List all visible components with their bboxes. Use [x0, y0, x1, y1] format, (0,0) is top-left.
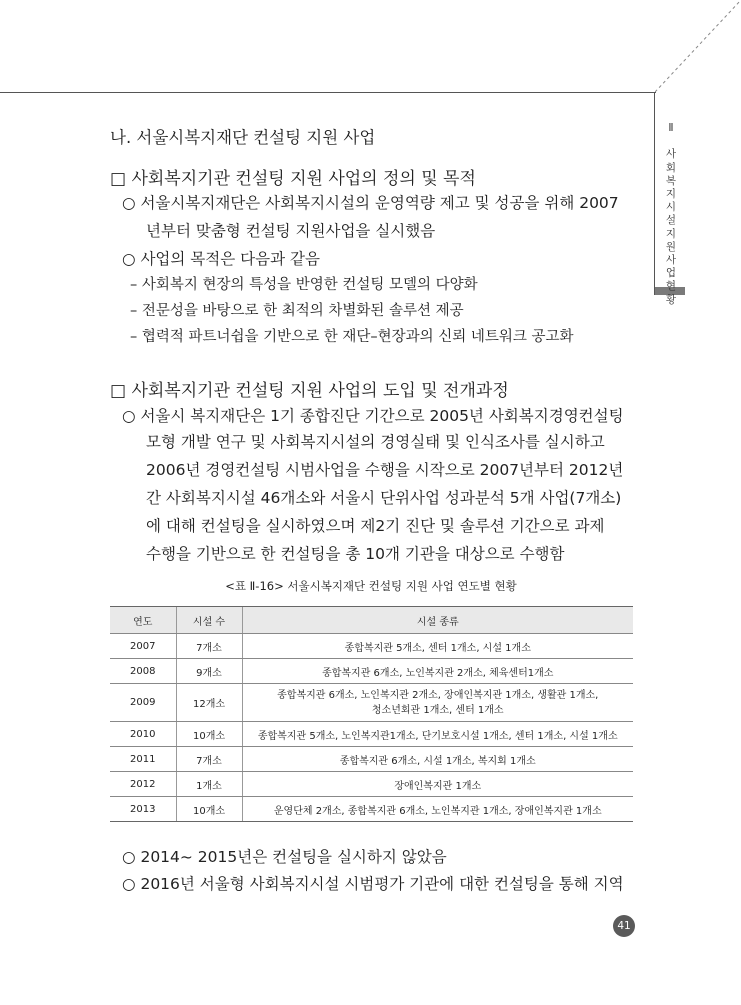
section-title: 나. 서울시복지재단 컨설팅 지원 사업 [110, 128, 376, 147]
cell-count: 9개소 [176, 659, 242, 684]
cell-types: 종합복지관 6개소, 시설 1개소, 복지회 1개소 [242, 747, 633, 772]
table-caption: <표 Ⅱ-16> 서울시복지재단 컨설팅 지원 사업 연도별 현황 [225, 579, 517, 593]
paragraph-line: 간 사회복지시설 46개소와 서울시 단위사업 성과분석 5개 사업(7개소) [146, 489, 622, 507]
bullet-line: ○ 서울시 복지재단은 1기 종합진단 기간으로 2005년 사회복지경영컨설팅 [122, 407, 624, 425]
cell-types: 종합복지관 5개소, 센터 1개소, 시설 1개소 [242, 634, 633, 659]
cell-types: 운영단체 2개소, 종합복지관 6개소, 노인복지관 1개소, 장애인복지관 1개소 [242, 797, 633, 822]
page-number: 41 [613, 915, 635, 937]
consulting-table [110, 606, 633, 822]
cell-count: 1개소 [176, 772, 242, 797]
bullet-line: ○ 2014~ 2015년은 컨설팅을 실시하지 않았음 [122, 848, 447, 866]
table-row [110, 684, 633, 722]
heading-introduction-history: □ 사회복지기관 컨설팅 지원 사업의 도입 및 전개과정 [110, 381, 509, 401]
column-header-year: 연도 [110, 607, 176, 634]
cell-count: 7개소 [176, 747, 242, 772]
paragraph-line: 수행을 기반으로 한 컨설팅을 총 10개 기관을 대상으로 수행함 [146, 545, 565, 563]
cell-count: 12개소 [176, 684, 242, 722]
paragraph-line: 모형 개발 연구 및 사회복지시설의 경영실태 및 인식조사를 실시하고 [146, 433, 605, 451]
cell-count: 7개소 [176, 634, 242, 659]
paragraph-line: 2006년 경영컨설팅 시범사업을 수행을 시작으로 2007년부터 2012년 [146, 461, 624, 479]
cell-count: 10개소 [176, 722, 242, 747]
cell-types-line: 청소년회관 1개소, 센터 1개소 [371, 704, 504, 716]
dash-item: – 사회복지 현장의 특성을 반영한 컨설팅 모델의 다양화 [130, 277, 478, 293]
corner-dashed-decoration [655, 0, 741, 92]
cell-types: 장애인복지관 1개소 [242, 772, 633, 797]
side-divider [654, 92, 655, 295]
cell-year: 2009 [110, 684, 176, 722]
cell-count: 10개소 [176, 797, 242, 822]
side-chapter-number: Ⅱ [668, 122, 674, 134]
cell-types: 종합복지관 6개소, 노인복지관 2개소, 체육센터1개소 [242, 659, 633, 684]
cell-types-line: 종합복지관 6개소, 노인복지관 2개소, 장애인복지관 1개소, 생활관 1개소, [277, 689, 599, 701]
bullet-line: ○ 사업의 목적은 다음과 같음 [122, 250, 320, 268]
cell-year: 2012 [110, 772, 176, 797]
cell-year: 2008 [110, 659, 176, 684]
side-chapter-label: 사회복지시설 지원사업 현황 [665, 148, 677, 306]
table-row [110, 722, 633, 747]
side-chapter-title [663, 122, 679, 307]
cell-year: 2010 [110, 722, 176, 747]
heading-definition-purpose: □ 사회복지기관 컨설팅 지원 사업의 정의 및 목적 [110, 169, 476, 189]
table-row [110, 797, 633, 822]
cell-year: 2013 [110, 797, 176, 822]
table-row [110, 747, 633, 772]
dash-item: – 전문성을 바탕으로 한 최적의 차별화된 솔루션 제공 [130, 303, 464, 319]
table-row [110, 772, 633, 797]
bullet-line: ○ 2016년 서울형 사회복지시설 시범평가 기관에 대한 컨설팅을 통해 지역 [122, 875, 624, 893]
table-row [110, 659, 633, 684]
column-header-count: 시설 수 [176, 607, 242, 634]
cell-types [242, 684, 633, 722]
dash-item: – 협력적 파트너쉽을 기반으로 한 재단–현장과의 신뢰 네트워크 공고화 [130, 329, 574, 345]
bullet-line: ○ 서울시복지재단은 사회복지시설의 운영역량 제고 및 성공을 위해 2007 [122, 194, 619, 212]
cell-types: 종합복지관 5개소, 노인복지관1개소, 단기보호시설 1개소, 센터 1개소, 시설 1개소 [242, 722, 633, 747]
table-row [110, 634, 633, 659]
header-divider [0, 92, 656, 93]
cell-year: 2007 [110, 634, 176, 659]
table-header-row [110, 607, 633, 634]
column-header-types: 시설 종류 [242, 607, 633, 634]
paragraph-line: 에 대해 컨설팅을 실시하였으며 제2기 진단 및 솔루션 기간으로 과제 [146, 517, 605, 535]
cell-year: 2011 [110, 747, 176, 772]
bullet-line: 년부터 맞춤형 컨설팅 지원사업을 실시했음 [146, 222, 436, 240]
